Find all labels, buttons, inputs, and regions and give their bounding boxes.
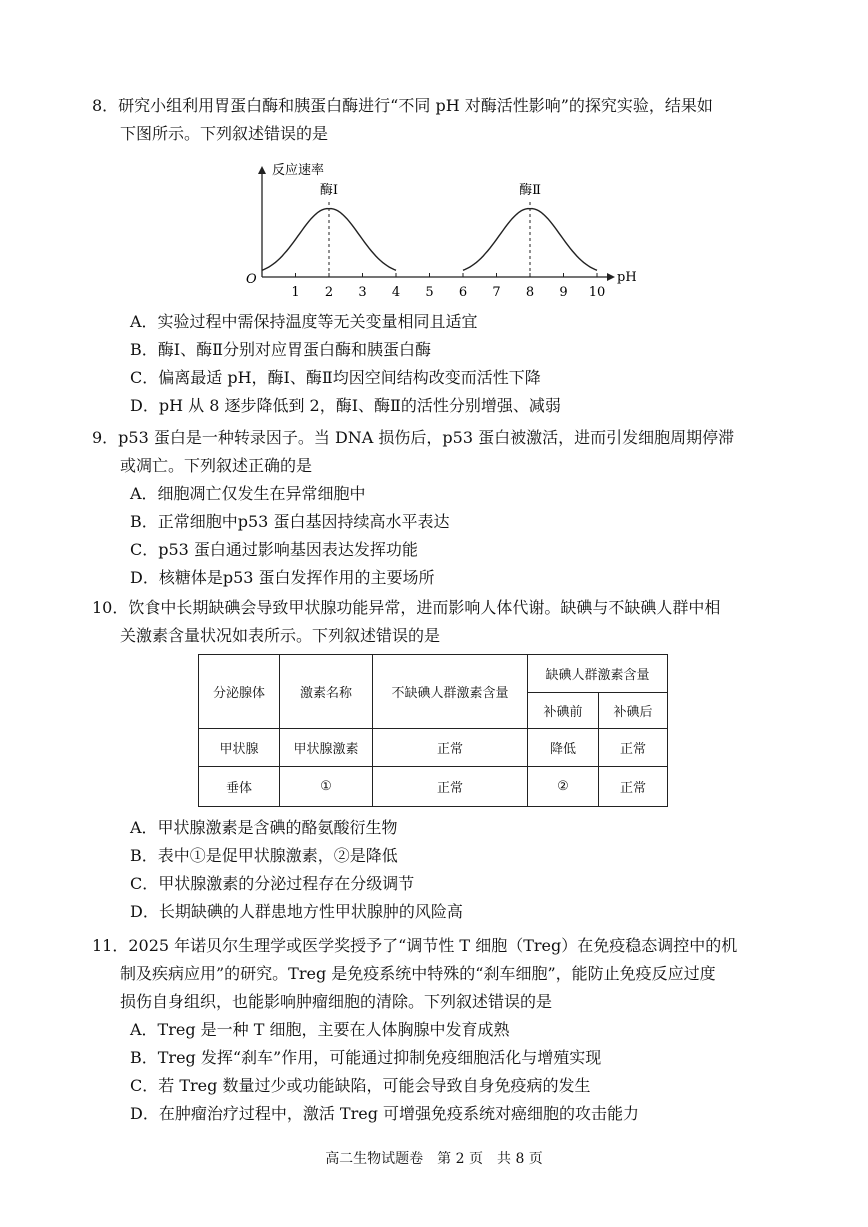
question-8-option-b[interactable]: B．酶Ⅰ、酶Ⅱ分别对应胃蛋白酶和胰蛋白酶 [130, 340, 431, 359]
x-tick-label: 9 [559, 285, 568, 300]
table-cell: 甲状腺 [199, 729, 280, 767]
question-9-option-a[interactable]: A．细胞凋亡仅发生在异常细胞中 [130, 484, 366, 503]
table-header-gland: 分泌腺体 [199, 655, 280, 729]
enzyme-activity-chart [240, 160, 650, 310]
question-10-stem [92, 594, 792, 650]
x-tick-label: 3 [358, 285, 367, 300]
x-tick-label: 2 [324, 285, 334, 300]
question-9-line-1: 9．p53 蛋白是一种转录因子。当 DNA 损伤后，p53 蛋白被激活，进而引发细胞周期停滞 [92, 428, 735, 447]
question-8-line-2: 下图所示。下列叙述错误的是 [120, 124, 329, 143]
question-9-option-d[interactable]: D．核糖体是p53 蛋白发挥作用的主要场所 [130, 568, 435, 587]
table-header-before: 补碘前 [528, 693, 599, 729]
table-header-lack: 缺碘人群激素含量 [528, 655, 668, 693]
question-9-option-c[interactable]: C．p53 蛋白通过影响基因表达发挥功能 [130, 540, 418, 559]
x-tick-label: 10 [588, 285, 606, 300]
table-row [199, 729, 668, 767]
question-11-line-2: 制及疾病应用”的研究。Treg 是免疫系统中特殊的“刹车细胞”，能防止免疫反应过度 [120, 964, 716, 983]
question-8-option-d[interactable]: D．pH 从 8 逐步降低到 2，酶Ⅰ、酶Ⅱ的活性分别增强、减弱 [130, 396, 561, 415]
question-10-option-b[interactable]: B．表中①是促甲状腺激素，②是降低 [130, 846, 398, 865]
table-cell: 正常 [373, 767, 528, 807]
question-11-line-3: 损伤自身组织，也能影响肿瘤细胞的清除。下列叙述错误的是 [120, 992, 553, 1011]
x-tick-label: 1 [291, 285, 300, 300]
question-10-option-c[interactable]: C．甲状腺激素的分泌过程存在分级调节 [130, 874, 415, 893]
y-axis-label: 反应速率 [272, 163, 325, 178]
series-label: 酶Ⅰ [319, 183, 339, 198]
table-row [199, 767, 668, 807]
x-tick-label: 6 [458, 285, 468, 300]
x-tick-label: 5 [425, 285, 434, 300]
x-axis-label: pH [617, 270, 637, 285]
question-9-line-2: 或凋亡。下列叙述正确的是 [120, 456, 313, 475]
question-8-option-a[interactable]: A．实验过程中需保持温度等无关变量相同且适宜 [130, 312, 478, 331]
question-8-line-1: 8．研究小组利用胃蛋白酶和胰蛋白酶进行“不同 pH 对酶活性影响”的探究实验，结果如 [92, 96, 713, 115]
table-cell: 正常 [373, 729, 528, 767]
question-10-option-d[interactable]: D．长期缺碘的人群患地方性甲状腺肿的风险高 [130, 902, 463, 921]
question-10-line-2: 关激素含量状况如表所示。下列叙述错误的是 [120, 626, 441, 645]
x-tick-label: 4 [391, 285, 401, 300]
table-header-normal: 不缺碘人群激素含量 [373, 655, 528, 729]
table-header-hormone: 激素名称 [280, 655, 373, 729]
question-10-line-1: 10．饮食中长期缺碘会导致甲状腺功能异常，进而影响人体代谢。缺碘与不缺碘人群中相 [92, 598, 721, 617]
page-footer: 高二生物试题卷 第 2 页 共 8 页 [325, 1151, 543, 1167]
table-cell: 甲状腺激素 [280, 729, 373, 767]
y-axis-arrow [258, 166, 266, 174]
question-11-line-1: 11．2025 年诺贝尔生理学或医学奖授予了“调节性 T 细胞（Treg）在免疫稳态调控中的机 [92, 936, 738, 955]
origin-label: O [246, 272, 257, 287]
question-11-option-a[interactable]: A．Treg 是一种 T 细胞，主要在人体胸腺中发育成熟 [130, 1020, 510, 1039]
table-cell: 降低 [528, 729, 599, 767]
question-9-option-b[interactable]: B．正常细胞中p53 蛋白基因持续高水平表达 [130, 512, 450, 531]
table-header-after: 补碘后 [599, 693, 668, 729]
x-tick-label: 7 [492, 285, 501, 300]
hormone-table [198, 654, 668, 807]
question-9-stem [92, 424, 792, 480]
series-label: 酶Ⅱ [519, 183, 541, 198]
x-axis-arrow [607, 273, 615, 281]
question-8-stem [92, 92, 792, 148]
table-cell: ① [280, 767, 373, 807]
table-cell: 正常 [599, 767, 668, 807]
question-11-option-d[interactable]: D．在肿瘤治疗过程中，激活 Treg 可增强免疫系统对癌细胞的攻击能力 [130, 1104, 640, 1123]
question-11-option-c[interactable]: C．若 Treg 数量过少或功能缺陷，可能会导致自身免疫病的发生 [130, 1076, 591, 1095]
question-10-option-a[interactable]: A．甲状腺激素是含碘的酪氨酸衍生物 [130, 818, 398, 837]
question-11-option-b[interactable]: B．Treg 发挥“刹车”作用，可能通过抑制免疫细胞活化与增殖实现 [130, 1048, 602, 1067]
question-8-option-c[interactable]: C．偏离最适 pH，酶Ⅰ、酶Ⅱ均因空间结构改变而活性下降 [130, 368, 541, 387]
table-cell: ② [528, 767, 599, 807]
x-tick-label: 8 [525, 285, 535, 300]
table-cell: 垂体 [199, 767, 280, 807]
table-cell: 正常 [599, 729, 668, 767]
question-11-stem [92, 932, 792, 1016]
